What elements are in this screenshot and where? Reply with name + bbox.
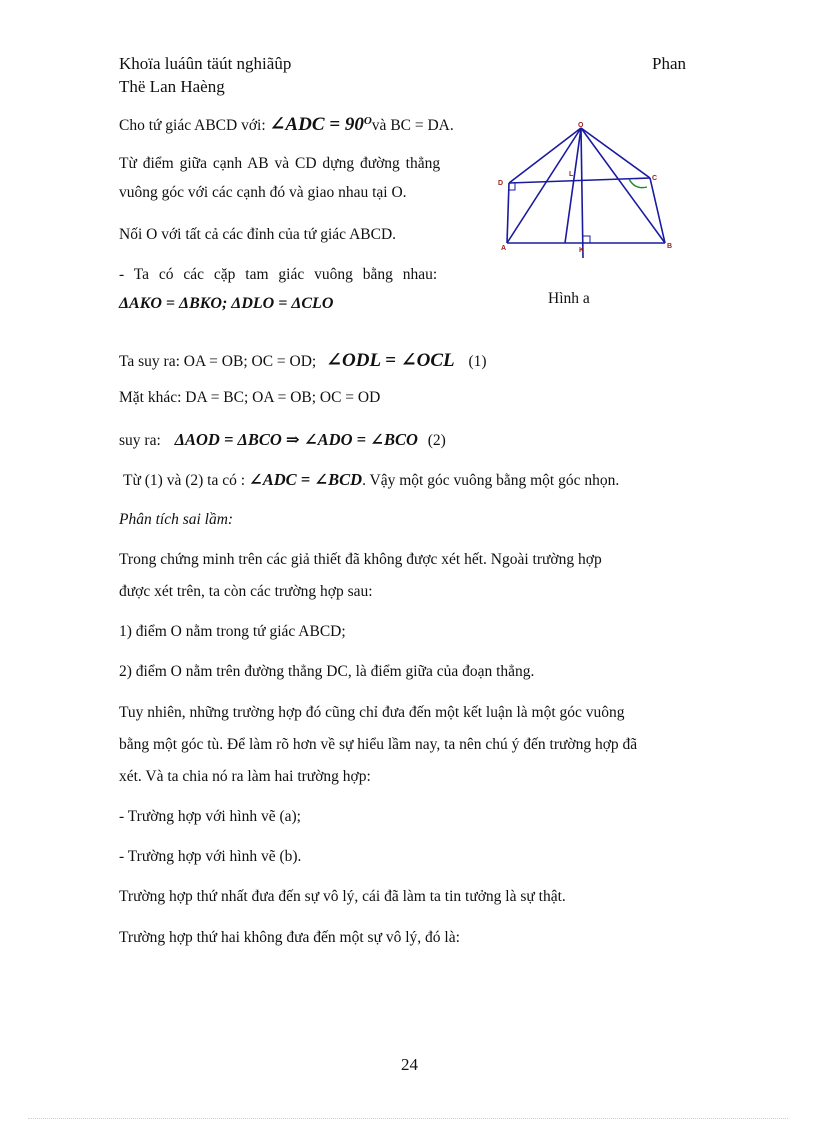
header-left-line1: Khoïa luáûn täút nghiãûp [119, 54, 292, 73]
step1-line2: vuông góc với các cạnh đó và giao nhau tại O. [119, 184, 407, 201]
given-prefix: Cho tứ giác ABCD với: [119, 117, 266, 134]
deduction-3 [119, 430, 446, 450]
deduction-4 [123, 470, 619, 490]
figure-a [495, 118, 685, 268]
figure-caption: Hình a [548, 290, 590, 307]
given-and: và [371, 117, 387, 134]
line-ok [581, 128, 583, 258]
label-k: K [579, 247, 585, 254]
deduction-4-math: ∠ADC = ∠BCD [248, 470, 363, 489]
deduction-1 [119, 349, 487, 372]
label-a: A [501, 245, 507, 252]
step2: Nối O với tất cả các đỉnh của tứ giác ABCD. [119, 226, 397, 243]
right-angle-k [583, 236, 590, 243]
analysis-p1-line2: được xét trên, ta còn các trường hợp sau: [119, 583, 373, 600]
deduction-3-num: (2) [427, 432, 446, 449]
label-l: L [569, 171, 574, 178]
analysis-p2-line1: Tuy nhiên, những trường hợp đó cũng chỉ đưa đến một kết luận là một góc vuông [119, 704, 625, 721]
angle-arc-c [629, 179, 647, 188]
analysis-p2-line2: bằng một góc tù. Để làm rõ hơn về sự hiểu lầm nay, ta nên chú ý đến trường hợp đã [119, 736, 638, 753]
label-d: D [498, 180, 504, 187]
deduction-2: Mặt khác: DA = BC; OA = OB; OC = OD [119, 389, 381, 406]
deduction-4-suffix: . Vậy một góc vuông bằng một góc nhọn. [362, 472, 620, 489]
page-bottom-rule [28, 1118, 788, 1119]
analysis-p3: Trường hợp thứ nhất đưa đến sự vô lý, cái đã làm ta tin tưởng là sự thật. [119, 888, 566, 905]
step3: - Ta có các cặp tam giác vuông bằng nhau: [119, 266, 438, 283]
label-c: C [652, 175, 658, 182]
analysis-heading: Phân tích sai lầm: [119, 511, 234, 528]
header-right: Phan [652, 54, 686, 73]
analysis-bullet-b: - Trường hợp với hình vẽ (b). [119, 848, 302, 865]
line-oc [581, 128, 650, 178]
analysis-bullet-a: - Trường hợp với hình vẽ (a); [119, 808, 301, 825]
deduction-1-num: (1) [468, 353, 487, 370]
given-degree: O [363, 114, 372, 127]
page-number: 24 [401, 1055, 418, 1074]
analysis-case2: 2) điểm O nằm trên đường thẳng DC, là điểm giữa của đoạn thẳng. [119, 663, 535, 680]
analysis-p4: Trường hợp thứ hai không đưa đến một sự vô lý, đó là: [119, 929, 460, 946]
given-line [119, 113, 454, 136]
step1-line1: Từ điểm giữa cạnh AB và CD dựng đường thẳng [119, 155, 441, 172]
header-left-line2: Thë Lan Haèng [119, 77, 225, 96]
deduction-1-text: Ta suy ra: OA = OB; OC = OD; [119, 353, 317, 370]
line-ol [565, 128, 581, 243]
analysis-p2-line3: xét. Và ta chia nó ra làm hai trường hợp: [119, 768, 371, 785]
edge-da [507, 183, 509, 243]
given-eq: BC = DA. [390, 117, 454, 134]
label-o: O [578, 122, 584, 129]
deduction-3-text: suy ra: [119, 432, 161, 449]
step3-math: ΔAKO = ΔBKO; ΔDLO = ΔCLO [119, 295, 334, 312]
line-oa [507, 128, 581, 243]
analysis-p1-line1: Trong chứng minh trên các giả thiết đã không được xét hết. Ngoài trường hợp [119, 551, 602, 568]
right-angle-d [509, 183, 515, 190]
deduction-1-math: ∠ODL = ∠OCL [326, 350, 455, 371]
right-angle-marks [509, 183, 590, 243]
label-b: B [667, 243, 673, 250]
edge-dc [509, 178, 650, 183]
figure-lines [507, 128, 665, 258]
analysis-case1: 1) điểm O nằm trong tứ giác ABCD; [119, 623, 346, 640]
deduction-3-math: ΔAOD = ΔBCO ⇒ ∠ADO = ∠BCO [174, 430, 418, 449]
given-angle: ∠ADC = 90 [269, 114, 364, 135]
deduction-4-prefix: Từ (1) và (2) ta có : [123, 472, 246, 489]
